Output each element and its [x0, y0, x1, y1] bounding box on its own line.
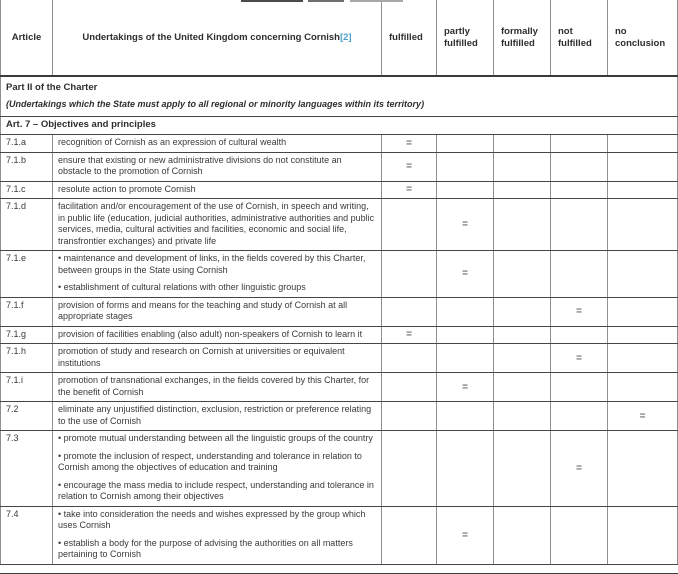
status-cell-partly-fulfilled — [437, 431, 494, 507]
status-cell-formally-fulfilled — [494, 199, 551, 251]
table-row — [1, 344, 678, 373]
undertaking-paragraph: provision of facilities enabling (also adult) non-speakers of Cornish to learn it — [58, 328, 363, 339]
status-cell-no-conclusion — [608, 181, 678, 199]
undertaking-paragraph: • encourage the mass media to include respect, understanding and tolerance in relation to Cornish among their objectives — [58, 479, 374, 501]
status-cell-no-conclusion — [608, 344, 678, 373]
undertaking-paragraph: ensure that existing or new administrative divisions do not constitute an obstacle to the promotion of Cornish — [58, 154, 342, 176]
column-header-undertakings-label: Undertakings of the United Kingdom concerning Cornish — [82, 31, 340, 43]
status-cell-partly-fulfilled — [437, 402, 494, 431]
article-number: 7.4 — [1, 506, 53, 564]
status-cell-formally-fulfilled — [494, 431, 551, 507]
status-cell-not-fulfilled — [551, 344, 608, 373]
undertaking-paragraph: resolute action to promote Cornish — [58, 183, 196, 194]
undertaking-text — [53, 402, 382, 431]
undertaking-text — [53, 344, 382, 373]
undertaking-paragraph: promotion of transnational exchanges, in the fields covered by this Charter, for the benefit of Cornish — [58, 375, 370, 397]
column-header-not-fulfilled: not fulfilled — [551, 0, 608, 76]
article-number: 7.1.c — [1, 181, 53, 199]
status-cell-fulfilled — [382, 251, 437, 298]
article-number: 7.1.f — [1, 297, 53, 326]
table-row — [1, 402, 678, 431]
status-cell-no-conclusion — [608, 135, 678, 153]
table-row — [1, 181, 678, 199]
column-header-formally-fulfilled: formally fulfilled — [494, 0, 551, 76]
status-cell-no-conclusion — [608, 199, 678, 251]
status-cell-not-fulfilled — [551, 135, 608, 153]
status-cell-not-fulfilled — [551, 199, 608, 251]
article-number: 7.1.b — [1, 152, 53, 181]
table-row — [1, 326, 678, 344]
status-cell-partly-fulfilled — [437, 373, 494, 402]
section-row-article-7 — [1, 117, 678, 135]
table-header-row — [1, 0, 678, 76]
status-cell-partly-fulfilled — [437, 152, 494, 181]
status-cell-partly-fulfilled — [437, 181, 494, 199]
status-cell-no-conclusion — [608, 152, 678, 181]
status-mark: = — [462, 268, 468, 280]
status-cell-partly-fulfilled — [437, 135, 494, 153]
table-row — [1, 199, 678, 251]
status-mark: = — [406, 161, 412, 172]
status-mark: = — [406, 137, 412, 149]
table-row — [1, 152, 678, 181]
status-cell-partly-fulfilled — [437, 297, 494, 326]
undertaking-paragraph: facilitation and/or encouragement of the use of Cornish, in speech and writing, in public life (education, judicial authorities, administrative authorities and public services, media, cultural activities and facilities, economic and social life, transfrontier exchanges) and private life — [58, 201, 375, 246]
status-cell-fulfilled — [382, 506, 437, 564]
table-row — [1, 431, 678, 507]
status-cell-not-fulfilled — [551, 326, 608, 344]
status-cell-formally-fulfilled — [494, 326, 551, 344]
undertaking-text — [53, 431, 382, 507]
status-cell-no-conclusion — [608, 373, 678, 402]
article-number: 7.3 — [1, 431, 53, 507]
status-cell-formally-fulfilled — [494, 402, 551, 431]
status-cell-partly-fulfilled — [437, 199, 494, 251]
status-cell-fulfilled — [382, 181, 437, 199]
status-cell-not-fulfilled — [551, 373, 608, 402]
undertaking-paragraph: • maintenance and development of links, in the fields covered by this Charter, between groups in the State using Cornish — [58, 253, 366, 275]
status-cell-no-conclusion — [608, 402, 678, 431]
table-row — [1, 135, 678, 153]
article-number: 7.1.i — [1, 373, 53, 402]
table-row — [1, 373, 678, 402]
status-cell-no-conclusion — [608, 297, 678, 326]
status-cell-no-conclusion — [608, 506, 678, 564]
status-mark: = — [639, 410, 646, 422]
undertaking-paragraph: promotion of study and research on Cornish at universities or equivalent institutions — [58, 346, 345, 368]
status-cell-not-fulfilled — [551, 251, 608, 298]
status-cell-fulfilled — [382, 431, 437, 507]
status-mark: = — [462, 529, 468, 541]
status-cell-not-fulfilled — [551, 181, 608, 199]
undertaking-paragraph: provision of forms and means for the teaching and study of Cornish at all appropriate stages — [58, 299, 348, 321]
status-cell-formally-fulfilled — [494, 251, 551, 298]
article-number: 7.1.a — [1, 135, 53, 153]
table-row — [1, 506, 678, 564]
status-cell-formally-fulfilled — [494, 181, 551, 199]
status-cell-partly-fulfilled — [437, 506, 494, 564]
undertaking-paragraph: • establishment of cultural relations with other linguistic groups — [58, 282, 306, 292]
undertaking-paragraph: • establish a body for the purpose of advising the authorities on all matters pertaining to Cornish — [58, 537, 353, 559]
undertaking-text — [53, 251, 382, 298]
undertaking-text — [53, 506, 382, 564]
part-2-title: Part II of the Charter — [6, 82, 98, 93]
status-cell-partly-fulfilled — [437, 251, 494, 298]
status-cell-fulfilled — [382, 402, 437, 431]
clipped-text-fragment — [308, 0, 344, 2]
undertaking-paragraph: eliminate any unjustified distinction, exclusion, restriction or preference relating to the use of Cornish — [58, 404, 372, 426]
status-cell-formally-fulfilled — [494, 152, 551, 181]
table-row — [1, 297, 678, 326]
status-mark: = — [576, 462, 582, 474]
column-header-fulfilled: fulfilled — [382, 0, 437, 76]
undertaking-text — [53, 297, 382, 326]
status-cell-fulfilled — [382, 373, 437, 402]
undertaking-text — [53, 373, 382, 402]
status-cell-not-fulfilled — [551, 152, 608, 181]
status-cell-fulfilled — [382, 297, 437, 326]
status-mark: = — [576, 352, 582, 364]
status-cell-no-conclusion — [608, 326, 678, 344]
status-mark: = — [462, 219, 468, 230]
undertaking-paragraph: • promote the inclusion of respect, understanding and tolerance in relation to Cornish among the objectives of education and training — [58, 450, 362, 472]
status-mark: = — [406, 184, 412, 196]
status-cell-partly-fulfilled — [437, 326, 494, 344]
status-cell-fulfilled — [382, 152, 437, 181]
status-cell-partly-fulfilled — [437, 344, 494, 373]
status-cell-formally-fulfilled — [494, 297, 551, 326]
undertaking-text — [53, 181, 382, 199]
column-header-no-conclusion: no conclusion — [608, 0, 678, 76]
status-mark: = — [462, 381, 468, 393]
clipped-text-fragment — [241, 0, 303, 2]
status-cell-fulfilled — [382, 344, 437, 373]
status-cell-formally-fulfilled — [494, 135, 551, 153]
status-cell-formally-fulfilled — [494, 506, 551, 564]
column-header-article: Article — [1, 0, 53, 76]
status-cell-no-conclusion — [608, 251, 678, 298]
clipped-text-fragment — [350, 0, 403, 2]
column-header-undertakings — [53, 0, 382, 76]
status-cell-no-conclusion — [608, 431, 678, 507]
status-cell-formally-fulfilled — [494, 373, 551, 402]
undertaking-text — [53, 152, 382, 181]
status-cell-fulfilled — [382, 199, 437, 251]
article-number: 7.1.g — [1, 326, 53, 344]
article-number: 7.1.h — [1, 344, 53, 373]
article-7-title: Art. 7 – Objectives and principles — [1, 117, 678, 135]
article-number: 7.2 — [1, 402, 53, 431]
status-cell-not-fulfilled — [551, 506, 608, 564]
section-row-part-2 — [1, 76, 678, 117]
undertaking-text — [53, 326, 382, 344]
status-cell-not-fulfilled — [551, 297, 608, 326]
undertaking-paragraph: recognition of Cornish as an expression of cultural wealth — [58, 137, 287, 147]
status-mark: = — [576, 306, 582, 317]
status-cell-not-fulfilled — [551, 402, 608, 431]
status-cell-not-fulfilled — [551, 431, 608, 507]
article-number: 7.1.d — [1, 199, 53, 251]
reference-link-2[interactable]: [2] — [339, 31, 352, 43]
status-cell-fulfilled — [382, 326, 437, 344]
column-header-partly-fulfilled: partly fulfilled — [437, 0, 494, 76]
status-mark: = — [406, 329, 412, 341]
status-cell-formally-fulfilled — [494, 344, 551, 373]
undertaking-paragraph: • take into consideration the needs and wishes expressed by the group which uses Cornish — [58, 508, 366, 530]
undertaking-text — [53, 135, 382, 153]
table-row — [1, 251, 678, 298]
undertaking-paragraph: • promote mutual understanding between all the linguistic groups of the country — [58, 433, 373, 443]
status-cell-fulfilled — [382, 135, 437, 153]
article-number: 7.1.e — [1, 251, 53, 298]
part-2-subtitle: (Undertakings which the State must apply to all regional or minority languages within its territory) — [6, 99, 425, 109]
undertaking-text — [53, 199, 382, 251]
